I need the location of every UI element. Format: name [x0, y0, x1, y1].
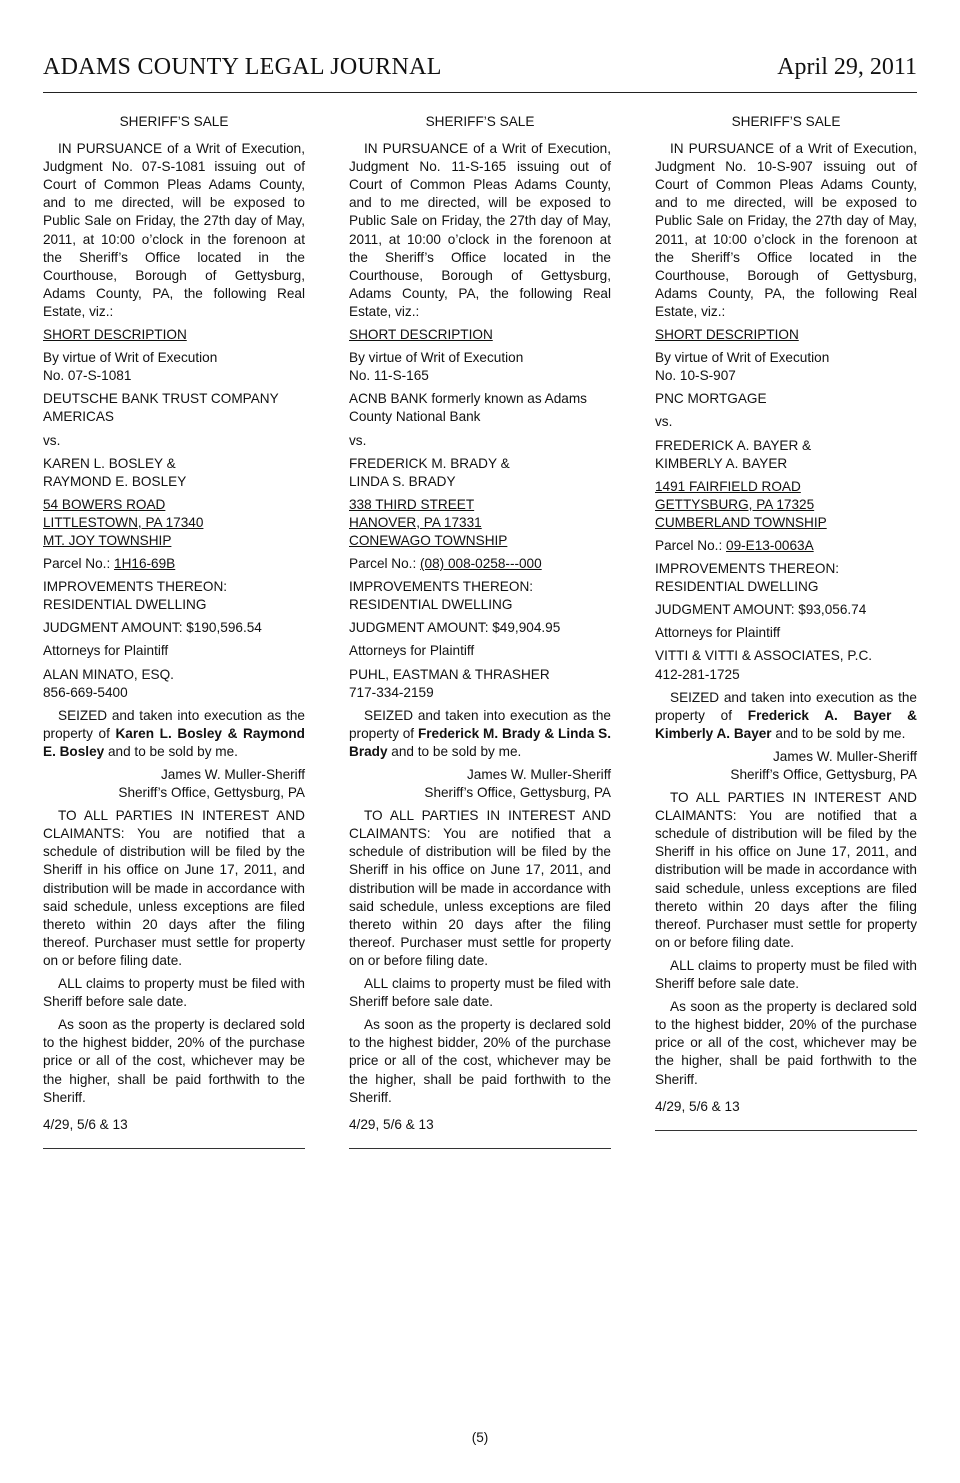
improvements-value: RESIDENTIAL DWELLING: [43, 597, 207, 613]
seized-text-end: and to be sold by me.: [104, 743, 238, 759]
address-city: GETTYSBURG, PA 17325: [655, 496, 815, 512]
seized-owner-names: Frederick A. Bayer & Kimberly A. Bayer: [655, 707, 917, 741]
seized-statement: [655, 689, 917, 743]
versus-label: vs.: [655, 414, 673, 430]
improvements: [349, 578, 611, 614]
short-description-label: SHORT DESCRIPTION: [655, 327, 799, 343]
payment-notice: As soon as the property is declared sold to the highest bidder, 20% of the purchase price or all of the cost, whichever may be the higher, shall be paid forthwith to the Sheriff.: [349, 1017, 611, 1105]
parcel-label: Parcel No.:: [43, 556, 115, 572]
property-address: [349, 496, 611, 550]
sheriff-signature: [43, 766, 305, 802]
seized-text-end: and to be sold by me.: [771, 725, 906, 741]
address-street: 338 THIRD STREET: [349, 496, 475, 512]
sheriff-office: Sheriff’s Office, Gettysburg, PA: [118, 785, 305, 801]
improvements: [655, 560, 917, 596]
writ-line: By virtue of Writ of Execution: [43, 350, 218, 366]
address-township: CUMBERLAND TOWNSHIP: [655, 514, 827, 530]
improvements-label: IMPROVEMENTS THEREON:: [349, 579, 534, 595]
address-township: CONEWAGO TOWNSHIP: [349, 532, 508, 548]
attorney-phone: 412-281-1725: [655, 666, 740, 682]
versus-label: vs.: [349, 432, 367, 448]
seized-statement: [43, 707, 305, 761]
notice-end-rule: [43, 1148, 305, 1149]
writ-line: By virtue of Writ of Execution: [655, 350, 830, 366]
page-number: (5): [471, 1430, 489, 1445]
writ-line: By virtue of Writ of Execution: [349, 350, 524, 366]
attorneys-label: Attorneys for Plaintiff: [349, 643, 475, 659]
issue-date: April 29, 2011: [777, 54, 917, 80]
improvements-label: IMPROVEMENTS THEREON:: [43, 579, 228, 595]
payment-notice: As soon as the property is declared sold to the highest bidder, 20% of the purchase price or all of the cost, whichever may be the higher, shall be paid forthwith to the Sheriff.: [43, 1017, 305, 1105]
sheriff-name: James W. Muller-Sheriff: [772, 748, 917, 764]
sheriff-office: Sheriff’s Office, Gettysburg, PA: [730, 767, 917, 782]
claims-notice: ALL claims to property must be filed with Sheriff before sale date.: [43, 976, 305, 1010]
parties-notice: TO ALL PARTIES IN INTEREST AND CLAIMANTS: You are notified that a schedule of distribution will be filed by the Sheriff in his office on June 17, 2011, and distribution will be made in accordance with said schedule, unless exceptions are filed thereto within 20 days after the filing thereof. Purchaser must settle for property on or before filing date.: [655, 790, 917, 950]
sheriff-name: James W. Muller-Sheriff: [160, 767, 305, 782]
notice-end-rule: [349, 1148, 611, 1149]
attorney-name: VITTI & VITTI & ASSOCIATES, P.C.: [655, 648, 873, 664]
claims-notice: ALL claims to property must be filed with Sheriff before sale date.: [655, 957, 917, 992]
seized-owner-names: Frederick M. Brady & Linda S. Brady: [349, 725, 611, 759]
defendant-name: KIMBERLY A. BAYER: [655, 455, 788, 471]
improvements-value: RESIDENTIAL DWELLING: [655, 579, 819, 595]
notice-heading: SHERIFF’S SALE: [425, 114, 535, 129]
seized-owner-names: Karen L. Bosley & Raymond E. Bosley: [43, 725, 305, 759]
judgment-amount: JUDGMENT AMOUNT: $49,904.95: [349, 620, 561, 636]
notice-intro: IN PURSUANCE of a Writ of Execution, Judgment No. 11-S-165 issuing out of Court of Common Pleas Adams County, and to me directed, will be exposed to Public Sale on Friday, the 27th day of May, 2011, at 10:00 o’clock in the forenoon at the Sheriff’s Office located in the Courthouse, Borough of Gettysburg, Adams County, PA, the following Real Estate, viz.:: [349, 141, 611, 319]
seized-text: SEIZED and taken into execution as the property of: [349, 707, 611, 741]
plaintiff-name: DEUTSCHE BANK TRUST COMPANY AMERICAS: [43, 391, 279, 425]
sheriff-sale-notice: [43, 113, 305, 1149]
defendant-name: LINDA S. BRADY: [349, 473, 456, 489]
parcel-line: [655, 537, 917, 555]
sheriff-sale-notice: [349, 113, 611, 1149]
short-description-label: SHORT DESCRIPTION: [43, 327, 187, 343]
improvements-label: IMPROVEMENTS THEREON:: [655, 561, 840, 577]
writ-number: No. 11-S-165: [349, 368, 429, 384]
attorney-info: [349, 666, 611, 702]
sheriff-office: Sheriff’s Office, Gettysburg, PA: [424, 785, 611, 801]
judgment-amount: JUDGMENT AMOUNT: $93,056.74: [655, 602, 867, 618]
attorney-info: [43, 666, 305, 702]
sheriff-name: James W. Muller-Sheriff: [466, 767, 611, 782]
publication-dates: 4/29, 5/6 & 13: [349, 1116, 434, 1132]
sheriff-signature: [349, 766, 611, 802]
parties-notice: TO ALL PARTIES IN INTEREST AND CLAIMANTS: You are notified that a schedule of distribution will be filed by the Sheriff in his office on June 17, 2011, and distribution will be made in accordance with said schedule, unless exceptions are filed thereto within 20 days after the filing thereof. Purchaser must settle for property on or before filing date.: [43, 808, 305, 968]
masthead: [43, 54, 917, 93]
seized-text-end: and to be sold by me.: [387, 743, 522, 759]
defendant-name: FREDERICK A. BAYER &: [655, 437, 812, 453]
writ-number: No. 07-S-1081: [43, 368, 132, 384]
notice-end-rule: [655, 1130, 917, 1131]
plaintiff-name: PNC MORTGAGE: [655, 391, 767, 407]
parcel-number: 09-E13-0063A: [726, 537, 814, 553]
journal-title: ADAMS COUNTY LEGAL JOURNAL: [43, 54, 442, 80]
sheriff-signature: [655, 748, 917, 784]
notice-intro: IN PURSUANCE of a Writ of Execution, Judgment No. 07-S-1081 issuing out of Court of Common Pleas Adams County, and to me directed, will be exposed to Public Sale on Friday, the 27th day of May, 2011, at 10:00 o’clock in the forenoon at the Sheriff’s Office located in the Courthouse, Borough of Gettysburg, Adams County, PA, the following Real Estate, viz.:: [43, 141, 305, 319]
parcel-label: Parcel No.:: [655, 537, 727, 553]
payment-notice: As soon as the property is declared sold to the highest bidder, 20% of the purchase price or all of the cost, whichever may be the higher, shall be paid forthwith to the Sheriff.: [655, 999, 917, 1087]
parcel-label: Parcel No.:: [349, 556, 421, 572]
property-address: [655, 478, 917, 532]
defendant-name: KAREN L. BOSLEY &: [43, 455, 176, 471]
notice-heading: SHERIFF’S SALE: [731, 114, 841, 129]
defendants: [655, 437, 917, 473]
parcel-line: [349, 555, 611, 573]
attorney-phone: 717-334-2159: [349, 684, 434, 700]
writ-info: [43, 349, 305, 385]
parcel-line: [43, 555, 305, 573]
short-description-label: SHORT DESCRIPTION: [349, 327, 493, 343]
attorney-phone: 856-669-5400: [43, 684, 128, 700]
attorneys-label: Attorneys for Plaintiff: [655, 625, 781, 641]
notice-intro: IN PURSUANCE of a Writ of Execution, Judgment No. 10-S-907 issuing out of Court of Common Pleas Adams County, and to me directed, will be exposed to Public Sale on Friday, the 27th day of May, 2011, at 10:00 o’clock in the forenoon at the Sheriff’s Office located in the Courthouse, Borough of Gettysburg, Adams County, PA, the following Real Estate, viz.:: [655, 141, 917, 319]
seized-text: SEIZED and taken into execution as the property of: [655, 689, 917, 723]
attorney-name: PUHL, EASTMAN & THRASHER: [349, 666, 550, 682]
claims-notice: ALL claims to property must be filed with Sheriff before sale date.: [349, 976, 611, 1010]
defendant-name: FREDERICK M. BRADY &: [349, 455, 510, 471]
parties-notice: TO ALL PARTIES IN INTEREST AND CLAIMANTS: You are notified that a schedule of distribution will be filed by the Sheriff in his office on June 17, 2011, and distribution will be made in accordance with said schedule, unless exceptions are filed thereto within 20 days after the filing thereof. Purchaser must settle for property on or before filing date.: [349, 808, 611, 968]
writ-number: No. 10-S-907: [655, 368, 736, 384]
writ-info: [349, 349, 611, 385]
sheriff-sale-notice: [655, 113, 917, 1131]
parcel-number: (08) 008-0258---000: [420, 556, 542, 572]
defendants: [43, 455, 305, 491]
improvements: [43, 578, 305, 614]
address-city: HANOVER, PA 17331: [349, 514, 482, 530]
parcel-number: 1H16-69B: [114, 556, 176, 572]
property-address: [43, 496, 305, 550]
publication-dates: 4/29, 5/6 & 13: [43, 1116, 128, 1132]
plaintiff-name: ACNB BANK formerly known as Adams County National Bank: [349, 391, 587, 425]
address-street: 54 BOWERS ROAD: [43, 496, 166, 512]
address-street: 1491 FAIRFIELD ROAD: [655, 478, 801, 494]
publication-dates: 4/29, 5/6 & 13: [655, 1098, 740, 1114]
seized-text: SEIZED and taken into execution as the property of: [43, 707, 305, 741]
attorney-name: ALAN MINATO, ESQ.: [43, 666, 174, 682]
improvements-value: RESIDENTIAL DWELLING: [349, 597, 513, 613]
address-township: MT. JOY TOWNSHIP: [43, 532, 172, 548]
defendants: [349, 455, 611, 491]
judgment-amount: JUDGMENT AMOUNT: $190,596.54: [43, 620, 262, 636]
seized-statement: [349, 707, 611, 761]
notice-heading: SHERIFF’S SALE: [119, 114, 229, 129]
defendant-name: RAYMOND E. BOSLEY: [43, 473, 187, 489]
writ-info: [655, 349, 917, 385]
versus-label: vs.: [43, 432, 61, 448]
attorney-info: [655, 647, 917, 683]
attorneys-label: Attorneys for Plaintiff: [43, 643, 169, 659]
address-city: LITTLESTOWN, PA 17340: [43, 514, 204, 530]
